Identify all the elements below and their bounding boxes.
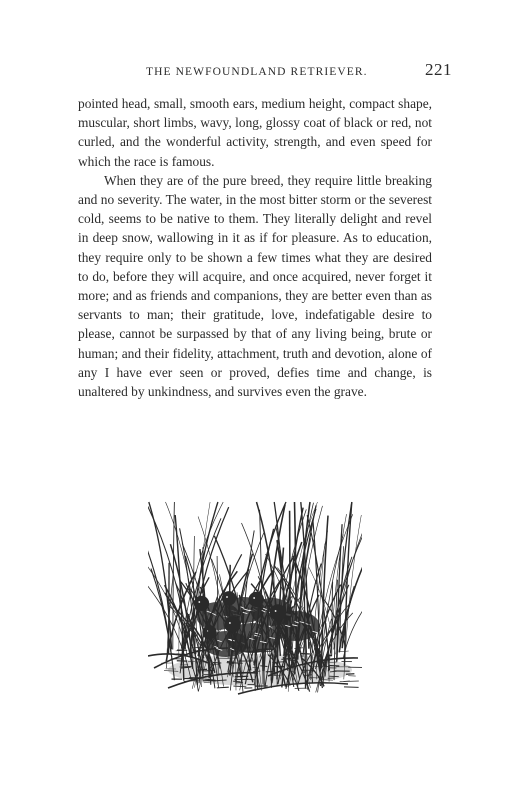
engraving-vignette <box>148 498 362 706</box>
page-number: 221 <box>425 60 452 79</box>
body-text <box>78 94 432 401</box>
quail-illustration <box>148 498 362 706</box>
running-head <box>78 60 452 84</box>
paragraph: When they are of the pure breed, they require little breaking and no severity. The water, in the most bitter storm or the severest cold, seems to be native to them. They literally delight and revel in deep snow, wallowing in it as if for pleasure. As to education, they require only to be shown a few times what they are desired to do, before they will acquire, and once acquired, never forget it more; and as friends and companions, they are better even than as servants to man; their gratitude, love, indefatigable desire to please, cannot be surpassed by that of any living being, brute or human; and their fidelity, attachment, truth and devotion, alone of any I have ever seen or proved, defies time and change, is unaltered by unkindness, and survives even the grave. <box>78 172 432 400</box>
running-title: THE NEWFOUNDLAND RETRIEVER. <box>146 66 368 78</box>
paragraph-continued: pointed head, small, smooth ears, medium height, compact shape, muscular, short limbs, wavy, long, glossy coat of black or red, not curled, and the wonderful activity, strength, and even speed for which the race is famous. <box>78 96 432 169</box>
